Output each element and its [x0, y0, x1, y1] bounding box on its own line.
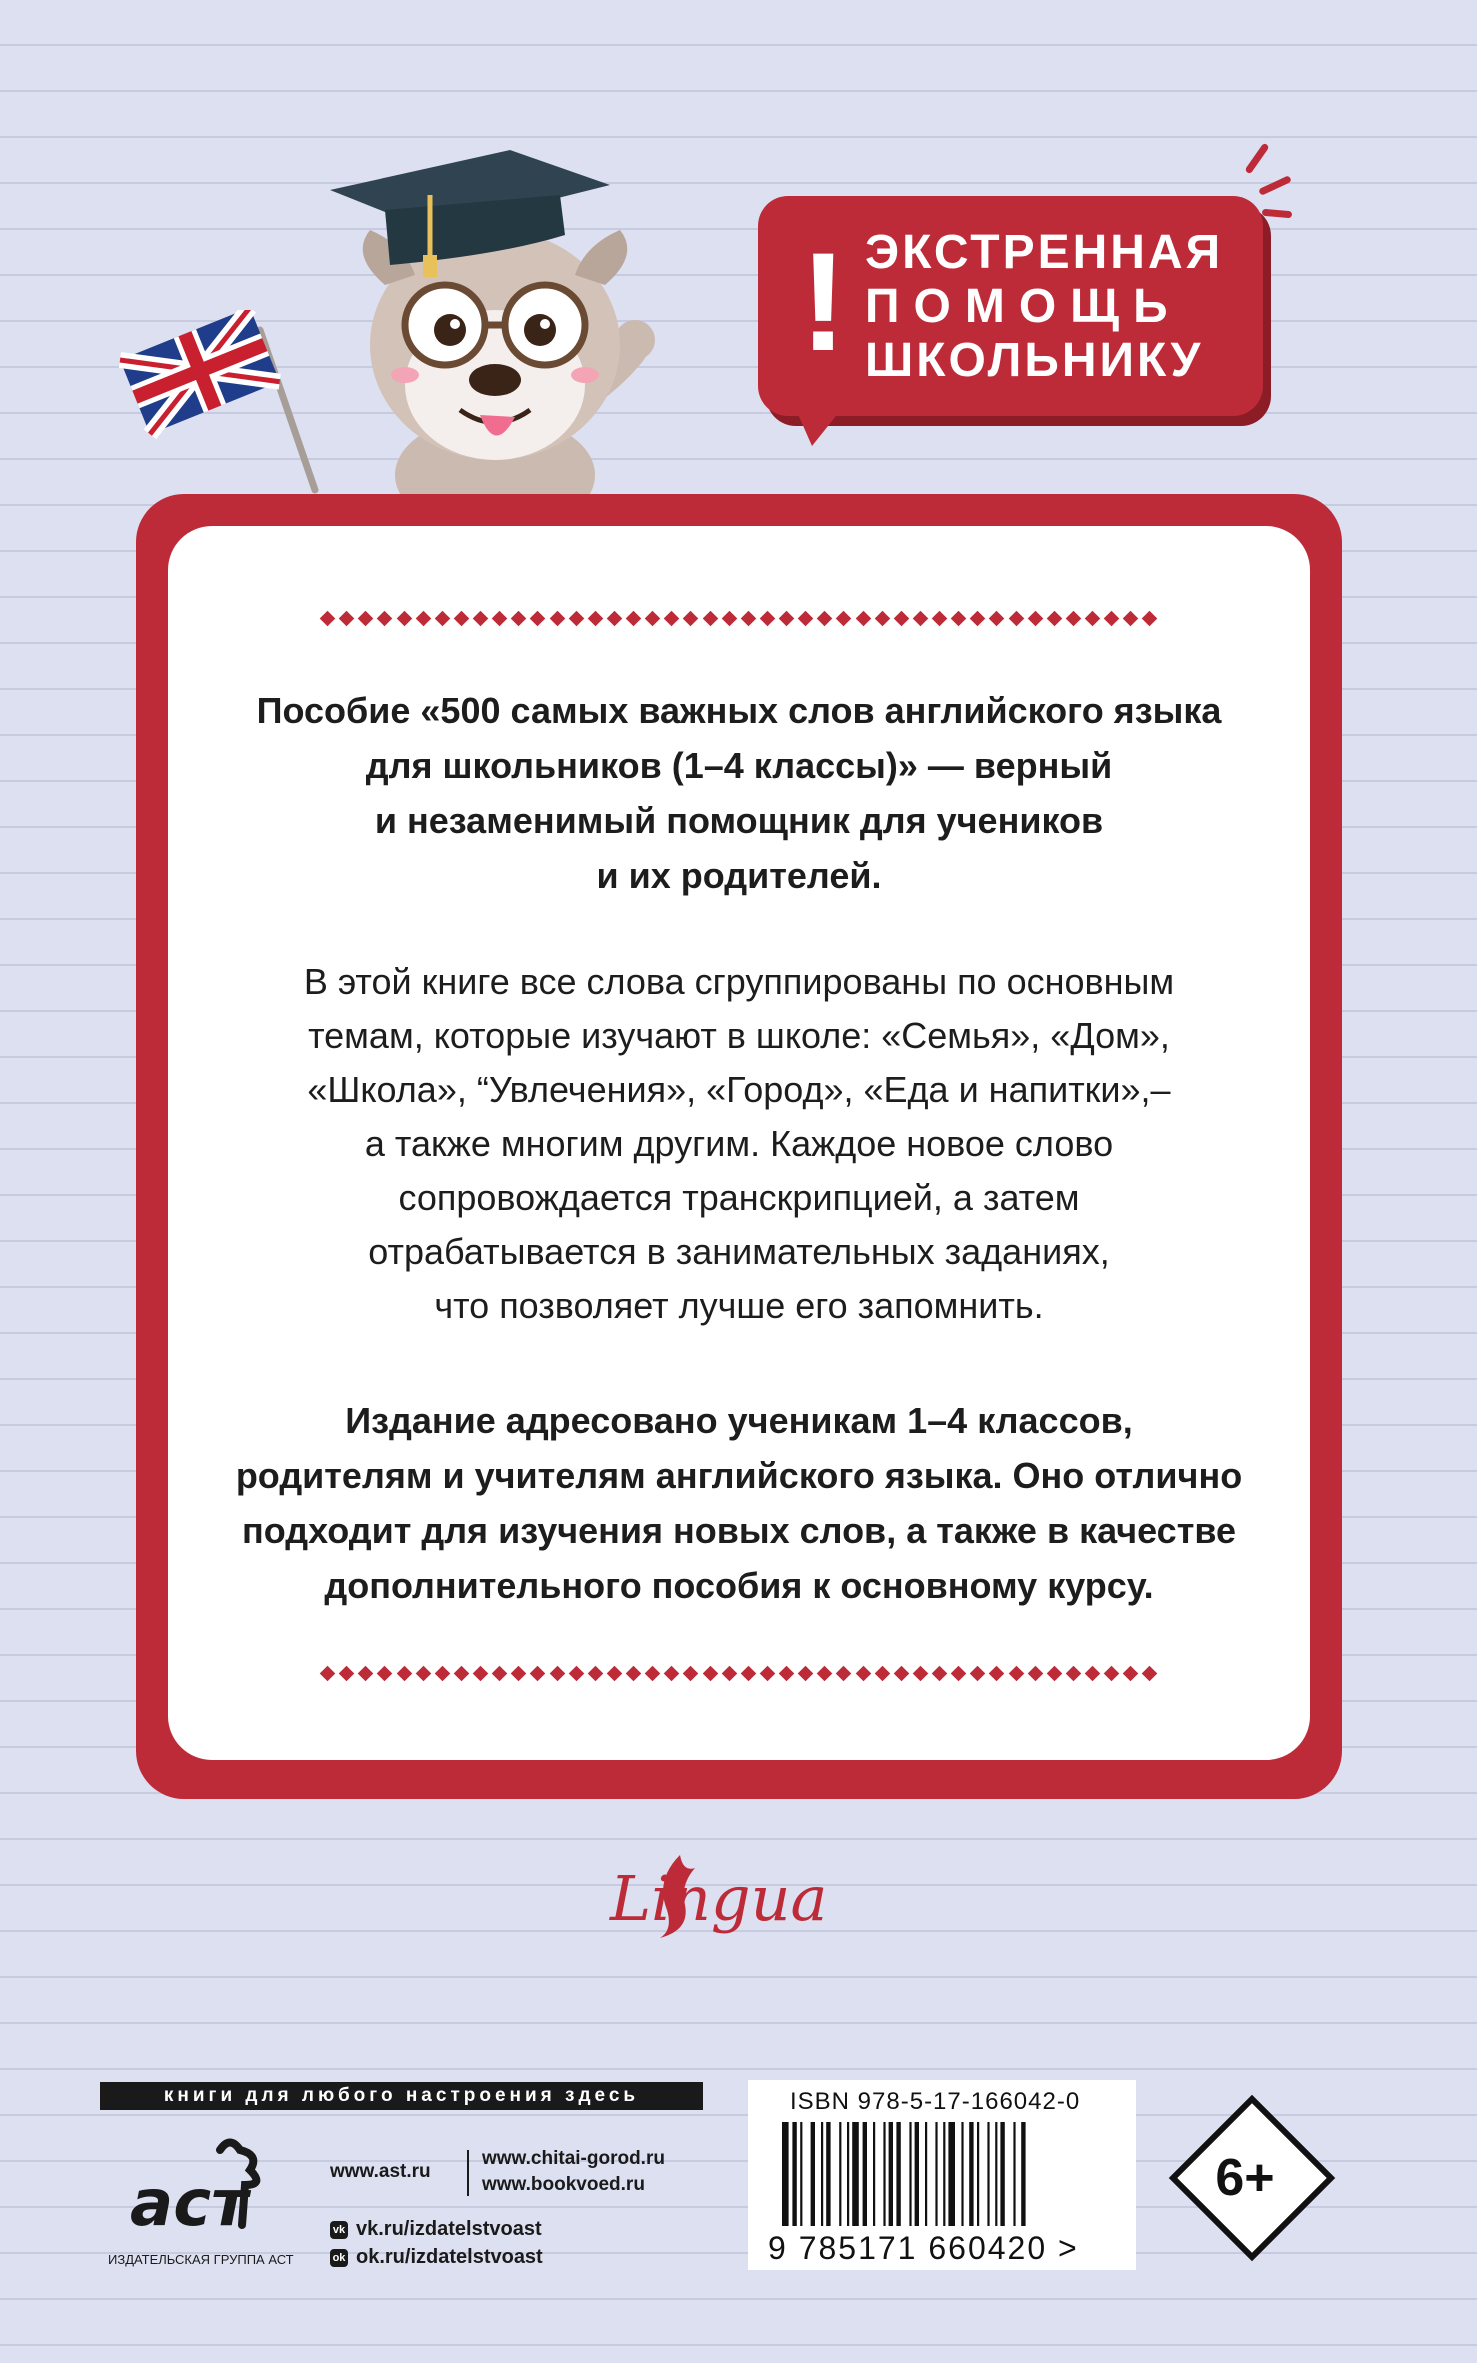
publisher-group-name: ИЗДАТЕЛЬСКАЯ ГРУППА АСТ	[108, 2252, 294, 2267]
ast-logo-icon	[120, 2130, 280, 2250]
text-line: сопровождается транскрипцией, а затем	[398, 1177, 1080, 1218]
text-line: подходит для изучения новых слов, а также в качестве	[241, 1510, 1237, 1551]
ok-icon: ok	[330, 2249, 348, 2267]
barcode-bar	[863, 2122, 867, 2226]
barcode-bar	[821, 2122, 823, 2226]
barcode-bar	[811, 2122, 815, 2226]
badge-line-2: ПОМОЩЬ	[865, 280, 1182, 333]
link-ast-site[interactable]: www.ast.ru	[330, 2161, 431, 2182]
svg-text:аст: аст	[130, 2167, 249, 2241]
divider	[467, 2150, 469, 2196]
dotted-divider-top	[322, 610, 1156, 626]
vk-icon: vk	[330, 2221, 348, 2239]
exclamation-mark: !	[800, 223, 847, 380]
spark-accent	[1258, 175, 1292, 196]
barcode-bar	[800, 2122, 802, 2226]
barcode-icon	[770, 2122, 1120, 2230]
barcode-bar	[925, 2122, 927, 2226]
barcode-bar	[943, 2122, 945, 2226]
vk-prefix: vk.ru/	[356, 2218, 410, 2240]
text-line: для школьников (1–4 классы)» — верный	[365, 745, 1113, 786]
text-line: родителям и учителям английского языка. Оно отлично	[235, 1455, 1243, 1496]
barcode-bar	[977, 2122, 979, 2226]
uk-flag-icon	[110, 310, 330, 500]
vk-handle: izdatelstvoast	[409, 2218, 542, 2240]
barcode-bar	[896, 2122, 900, 2226]
text-line: а также многим другим. Каждое новое слово	[364, 1123, 1114, 1164]
barcode-bar	[909, 2122, 911, 2226]
barcode-bar	[1013, 2122, 1015, 2226]
dotted-divider-bottom	[322, 1665, 1156, 1681]
barcode-bar	[1021, 2122, 1025, 2226]
barcode-bar	[852, 2122, 859, 2226]
spark-accent	[1262, 209, 1292, 219]
barcode-bar	[948, 2122, 955, 2226]
badge-text	[865, 226, 1223, 388]
barcode-bar	[935, 2122, 937, 2226]
barcode-bar	[987, 2122, 989, 2226]
description-paragraph-2	[200, 955, 1278, 1333]
ok-prefix: ok.ru/	[356, 2246, 411, 2268]
text-line: Пособие «500 самых важных слов английского языка	[256, 690, 1222, 731]
barcode-digits: 9 785171 660420 >	[768, 2230, 1079, 2266]
barcode-bar	[969, 2122, 973, 2226]
barcode-bar	[839, 2122, 841, 2226]
barcode-bar	[995, 2122, 997, 2226]
text-line: «Школа», “Увлечения», «Город», «Еда и напитки»,–	[307, 1069, 1171, 1110]
ok-handle: izdatelstvoast	[410, 2246, 543, 2268]
badge-line-3: ШКОЛЬНИКУ	[865, 334, 1204, 387]
spark-accent	[1244, 143, 1269, 175]
barcode-bar	[792, 2122, 796, 2226]
lingua-logo: Lingua	[610, 1862, 828, 1935]
badge-line-1: ЭКСТРЕННАЯ	[865, 226, 1224, 279]
publisher-slogan: книги для любого настроения здесь	[100, 2082, 703, 2110]
description-paragraph-1	[200, 683, 1278, 903]
text-line: В этой книге все слова сгруппированы по основным	[303, 961, 1175, 1002]
bulldog-mascot-icon	[310, 135, 690, 500]
barcode-bar	[847, 2122, 849, 2226]
barcode-bar	[961, 2122, 963, 2226]
barcode-bar	[889, 2122, 893, 2226]
barcode-bar	[873, 2122, 875, 2226]
barcode-bar	[1000, 2122, 1004, 2226]
barcode-bar	[782, 2122, 789, 2226]
text-line: отрабатывается в занимательных заданиях,	[368, 1231, 1110, 1272]
text-line: темам, которые изучают в школе: «Семья», «Дом»,	[308, 1015, 1170, 1056]
text-line: и их родителей.	[596, 855, 882, 896]
link-vk[interactable]	[356, 2218, 542, 2241]
barcode-bar	[883, 2122, 885, 2226]
link-chitai-gorod[interactable]: www.chitai-gorod.ru	[482, 2148, 665, 2169]
text-line: что позволяет лучше его запомнить.	[434, 1285, 1044, 1326]
bubble-tail	[790, 396, 852, 446]
text-line: Издание адресовано ученикам 1–4 классов,	[345, 1400, 1133, 1441]
text-line: и незаменимый помощник для учеников	[374, 800, 1104, 841]
age-rating: 6+	[1215, 2149, 1275, 2207]
isbn-number: ISBN 978-5-17-166042-0	[790, 2088, 1081, 2115]
text-line: дополнительного пособия к основному курсу.	[324, 1565, 1154, 1606]
barcode-bar	[826, 2122, 830, 2226]
barcode-bar	[915, 2122, 919, 2226]
link-ok[interactable]	[356, 2246, 543, 2269]
link-bookvoed[interactable]: www.bookvoed.ru	[482, 2174, 645, 2195]
description-paragraph-3	[200, 1393, 1278, 1613]
